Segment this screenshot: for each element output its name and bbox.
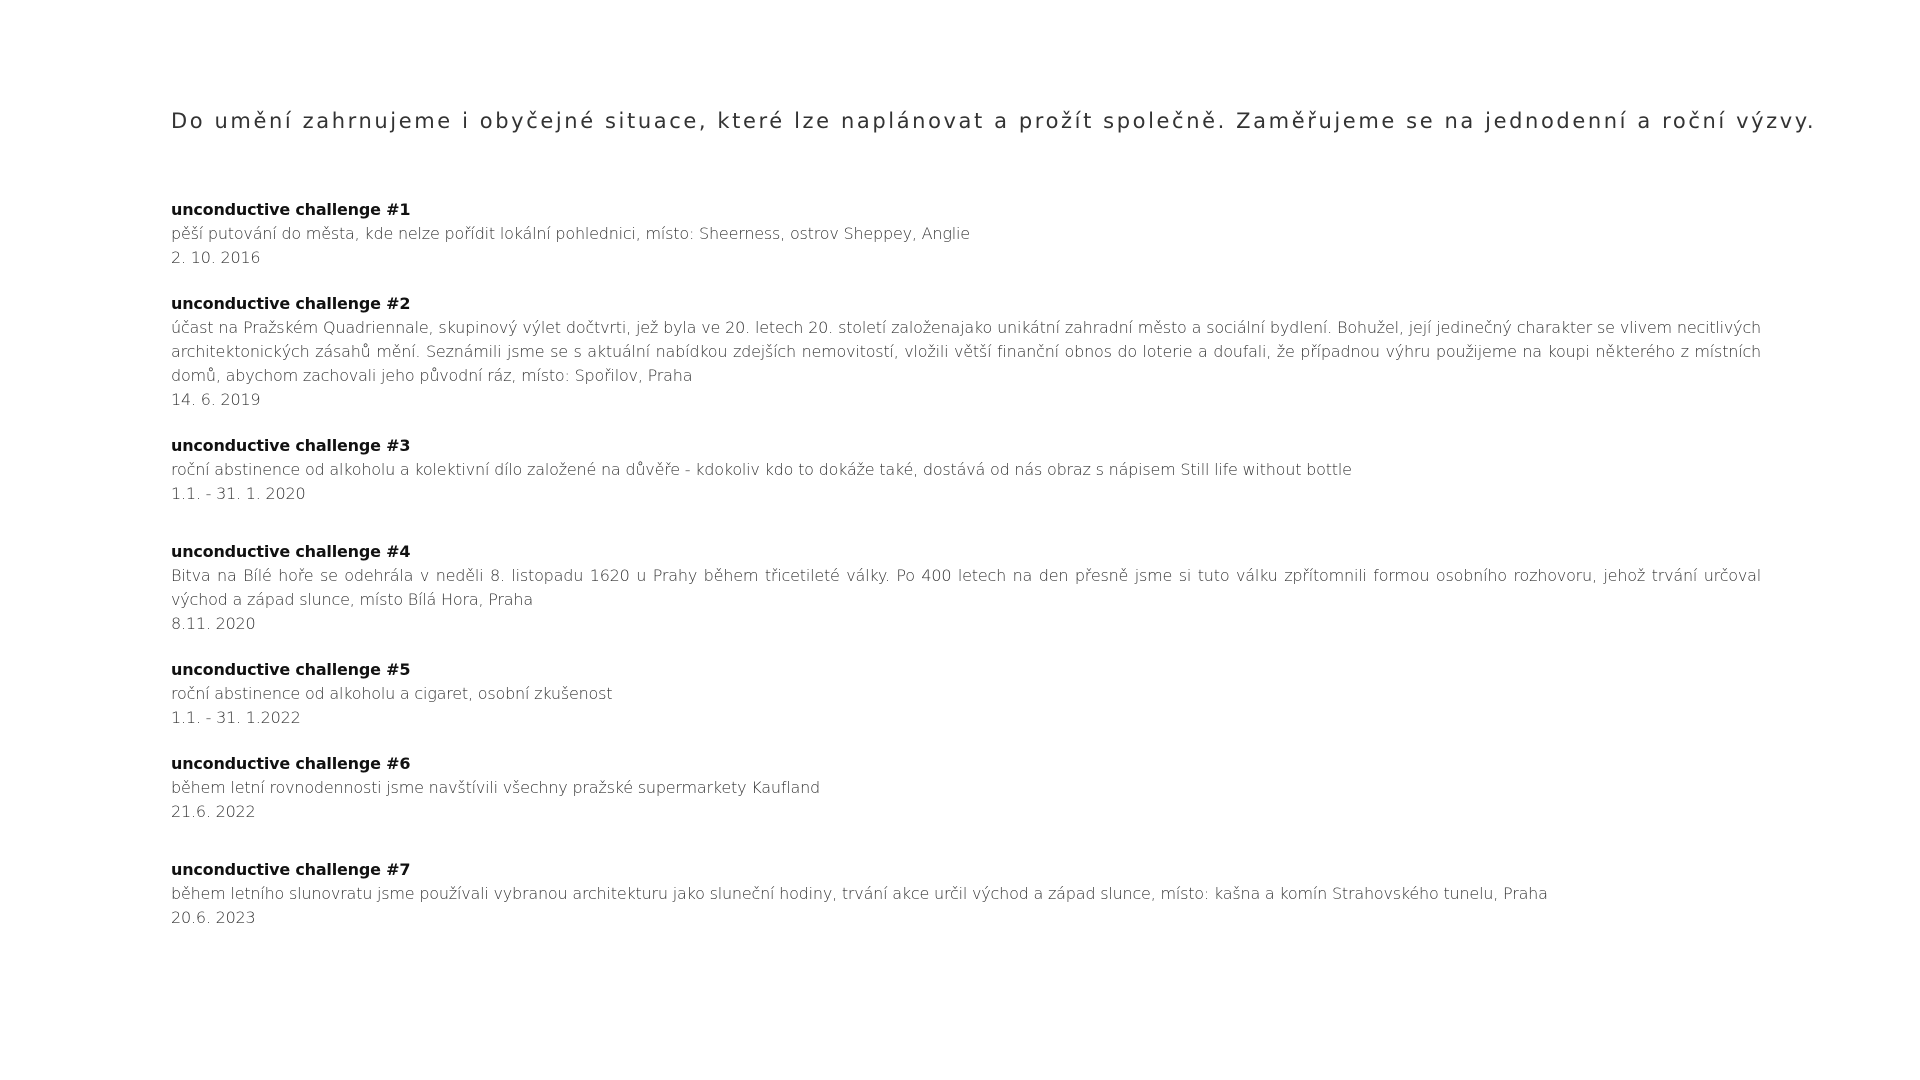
challenge-title: unconductive challenge #5	[171, 660, 411, 679]
challenge-item	[171, 292, 1761, 412]
challenge-title: unconductive challenge #2	[171, 294, 411, 313]
challenge-item	[171, 198, 1761, 270]
challenge-description: během letní rovnodennosti jsme navštívili všechny pražské supermarkety Kaufland	[171, 778, 820, 797]
challenge-title: unconductive challenge #7	[171, 860, 411, 879]
challenge-title: unconductive challenge #3	[171, 436, 411, 455]
challenge-item	[171, 658, 1761, 730]
challenge-date: 20.6. 2023	[171, 908, 256, 927]
challenge-title: unconductive challenge #6	[171, 754, 411, 773]
challenge-item	[171, 434, 1761, 506]
challenge-date: 1.1. - 31. 1. 2020	[171, 484, 306, 503]
challenge-date: 2. 10. 2016	[171, 248, 261, 267]
challenge-date: 1.1. - 31. 1.2022	[171, 708, 301, 727]
challenge-description: roční abstinence od alkoholu a cigaret, osobní zkušenost	[171, 684, 613, 703]
challenge-item	[171, 858, 1761, 930]
challenge-description: během letního slunovratu jsme používali vybranou architekturu jako sluneční hodiny, trvání akce určil východ a západ slunce, místo: kašna a komín Strahovského tunelu, Praha	[171, 884, 1548, 903]
challenge-date: 21.6. 2022	[171, 802, 256, 821]
challenge-description: pěší putování do města, kde nelze pořídit lokální pohlednici, místo: Sheerness, ostrov Sheppey, Anglie	[171, 224, 970, 243]
challenge-title: unconductive challenge #1	[171, 200, 411, 219]
challenge-item	[171, 752, 1761, 824]
challenge-title: unconductive challenge #4	[171, 542, 411, 561]
challenge-description: roční abstinence od alkoholu a kolektivní dílo založené na důvěře - kdokoliv kdo to dokáže také, dostává od nás obraz s nápisem Still life without bottle	[171, 460, 1352, 479]
challenge-date: 8.11. 2020	[171, 614, 256, 633]
challenge-item	[171, 540, 1761, 636]
challenge-list	[171, 198, 1761, 952]
intro-heading: Do umění zahrnujeme i obyčejné situace, které lze naplánovat a prožít společně. Zaměřujeme se na jednodenní a roční výzvy.	[171, 109, 1817, 133]
challenge-description: účast na Pražském Quadriennale, skupinový výlet dočtvrti, jež byla ve 20. letech 20. století založenajako unikátní zahradní město a sociální bydlení. Bohužel, její jedinečný charakter se vlivem necitlivých architektonických zásahů mění. Seznámili jsme se s aktuální nabídkou zdejších nemovitostí, vložili větší finanční obnos do loterie a doufali, že případnou výhru použijeme na koupi některého z místních domů, abychom zachovali jeho původní ráz, místo: Spořilov, Praha	[171, 318, 1761, 385]
challenge-date: 14. 6. 2019	[171, 390, 261, 409]
challenge-description: Bitva na Bílé hoře se odehrála v neděli 8. listopadu 1620 u Prahy během třicetileté války. Po 400 letech na den přesně jsme si tuto válku zpřítomnili formou osobního rozhovoru, jehož trvání určoval východ a západ slunce, místo Bílá Hora, Praha	[171, 566, 1761, 609]
